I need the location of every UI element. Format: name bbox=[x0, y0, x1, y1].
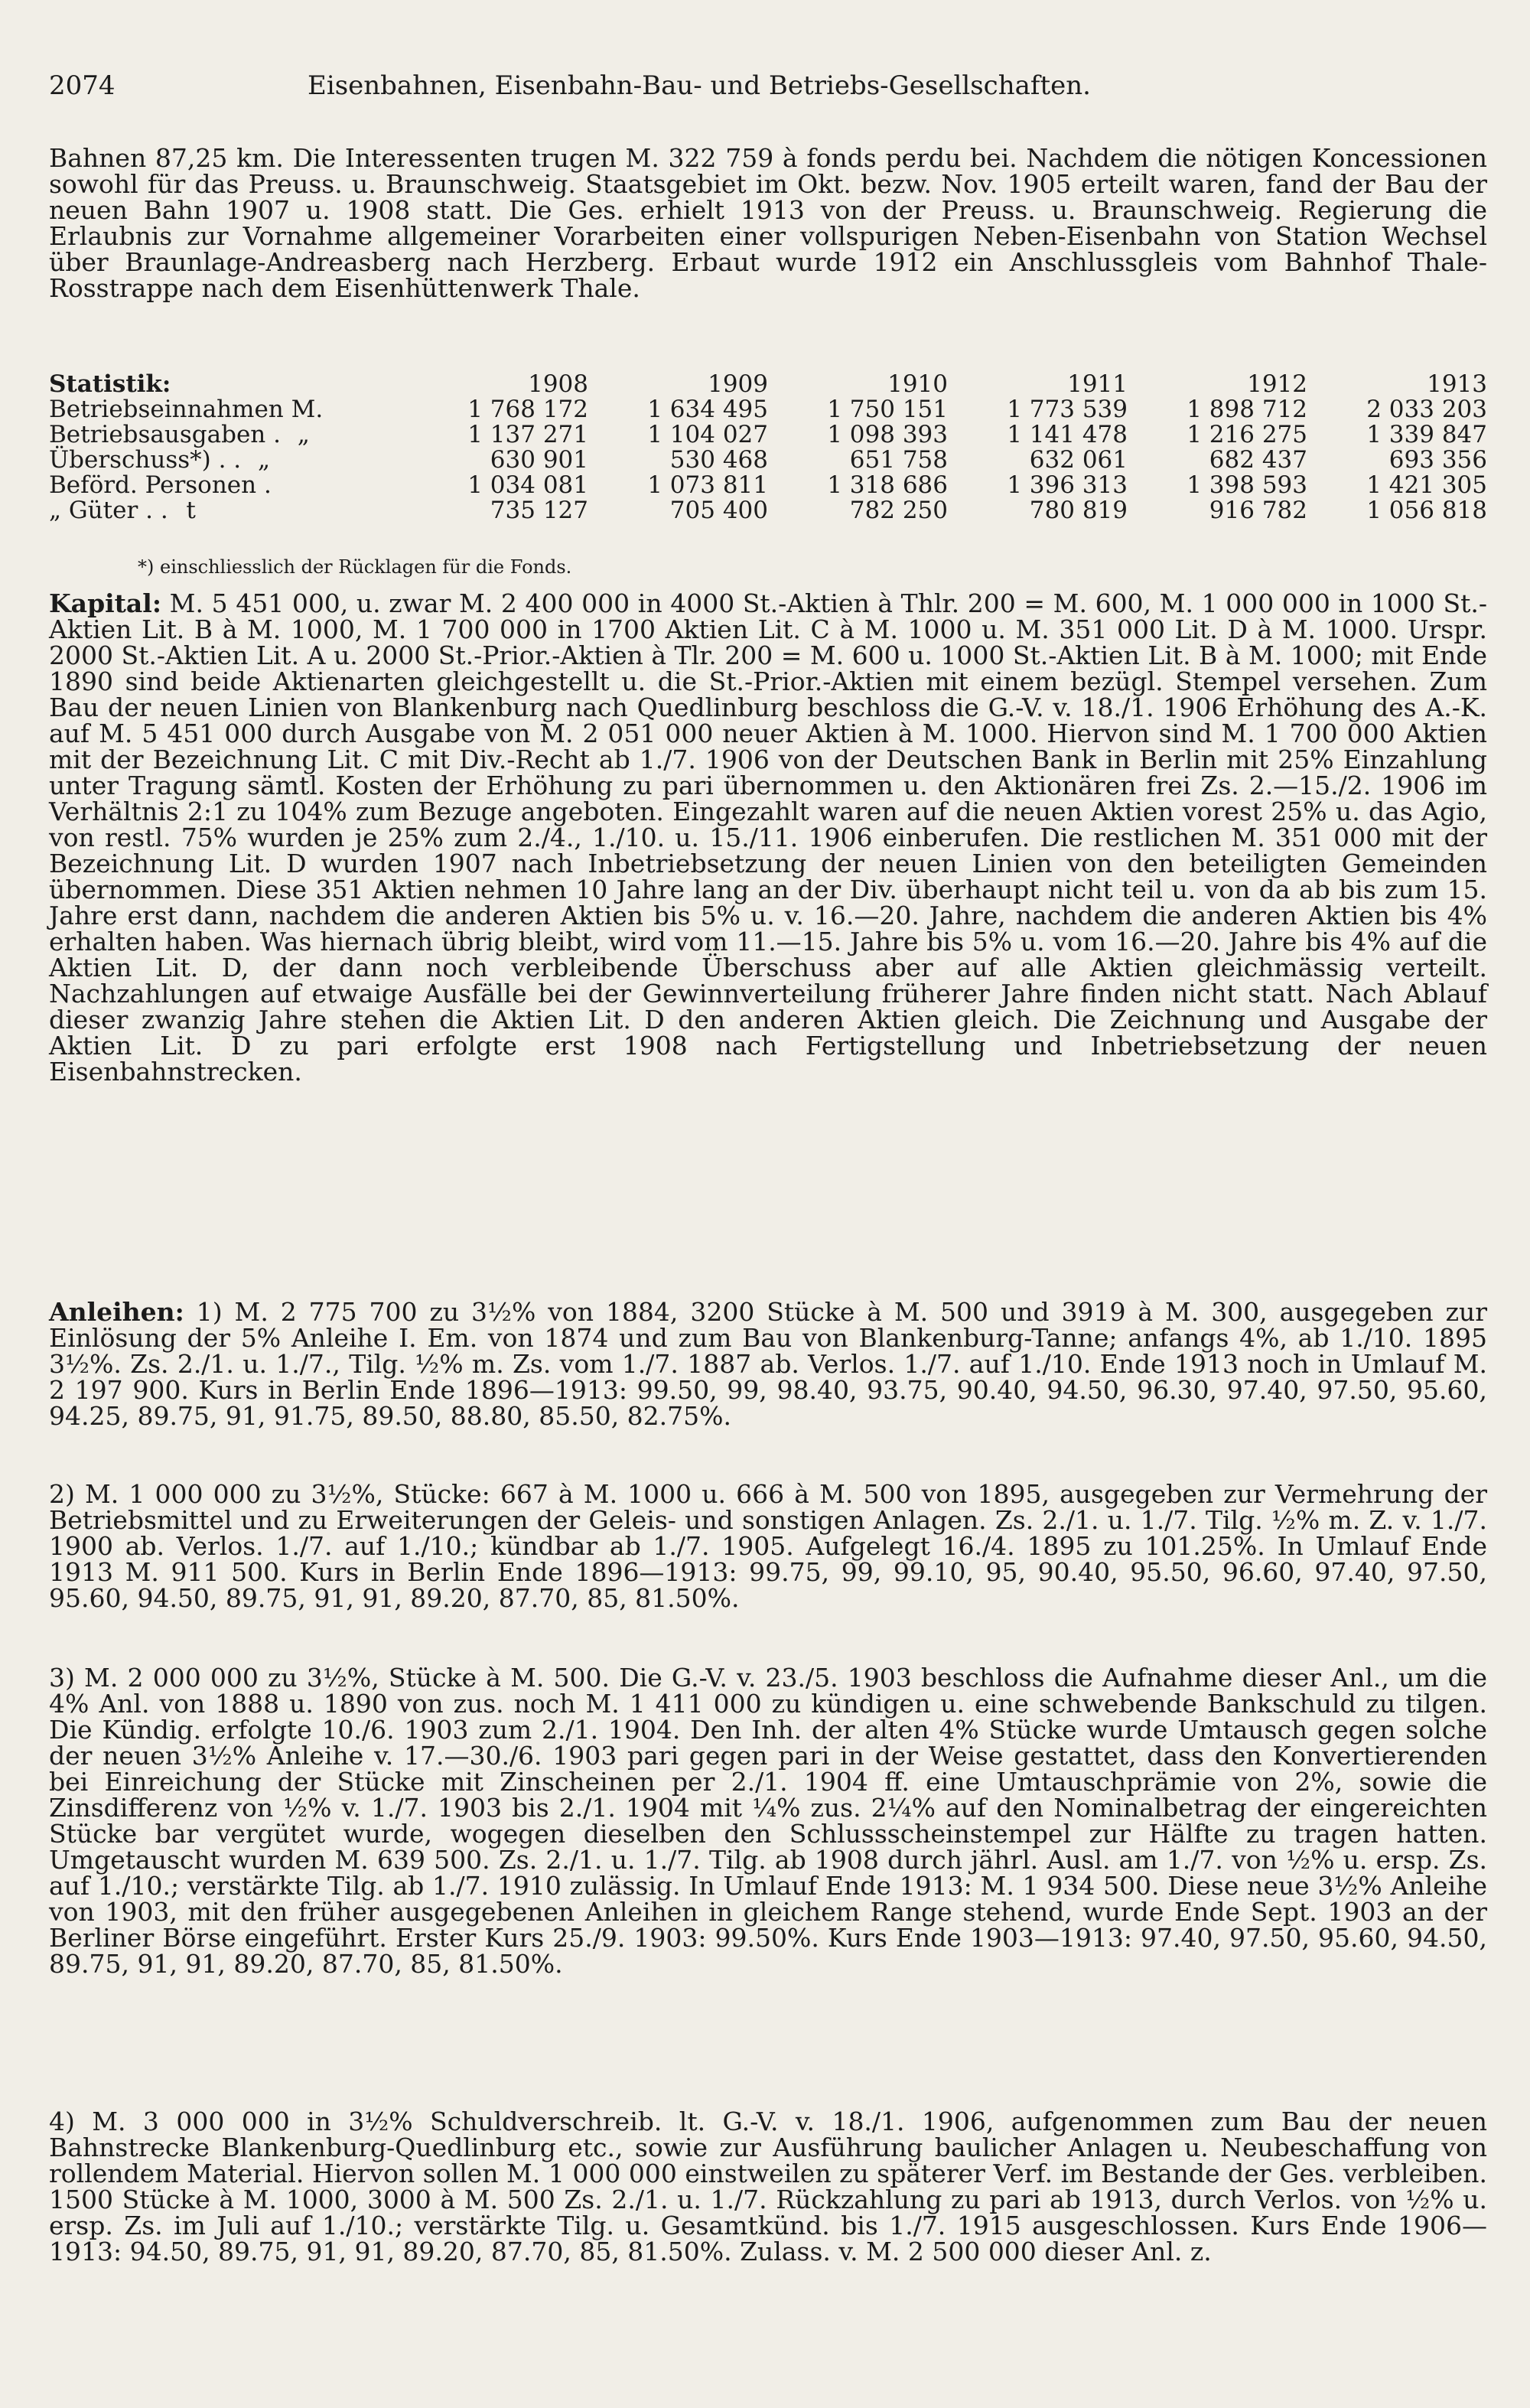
table-cell: 1 750 151 bbox=[827, 396, 948, 423]
intro-paragraph: Bahnen 87,25 km. Die Interessenten trugen M. 322 759 à fonds perdu bei. Nachdem die nötigen Koncessionen sowohl für das Preuss. u. Braunschweig. Staatsgebiet im Okt. bezw. Nov. 1905 erteilt waren, fand der Bau der neuen Bahn 1907 u. 1908 statt. Die Ges. erhielt 1913 von der Preuss. u. Braunschweig. Regierung die Erlaubnis zur Vornahme allgemeiner Vorarbeiten einer vollspurigen Neben-Eisenbahn von Station Wechsel über Braunlage-Andreasberg nach Herzberg. Erbaut wurde 1912 ein Anschlussgleis vom Bahnhof Thale-Rosstrappe nach dem Eisenhüttenwerk Thale. bbox=[49, 143, 1487, 303]
table-cell: 1 339 847 bbox=[1366, 421, 1487, 448]
row-label-text: „ Güter . . bbox=[49, 497, 168, 524]
year-header: 1909 bbox=[708, 370, 768, 398]
table-cell: 1 073 811 bbox=[647, 471, 768, 499]
year-header: 1910 bbox=[887, 370, 948, 398]
table-row bbox=[49, 422, 1487, 448]
anleihen-label: Anleihen: bbox=[49, 1297, 184, 1327]
table-cell: 1 398 593 bbox=[1187, 471, 1307, 499]
statistics-table bbox=[49, 372, 1487, 523]
row-label bbox=[49, 448, 409, 473]
page-number: 2074 bbox=[49, 70, 116, 101]
table-cell: 735 127 bbox=[490, 497, 588, 524]
table-cell: 632 061 bbox=[1029, 446, 1128, 474]
table-cell: 1 634 495 bbox=[647, 396, 768, 423]
anleihe-1-paragraph bbox=[49, 1299, 1487, 1429]
table-cell: 651 758 bbox=[849, 446, 948, 474]
table-cell: 705 400 bbox=[669, 497, 768, 524]
table-cell: 916 782 bbox=[1209, 497, 1307, 524]
row-label bbox=[49, 397, 409, 422]
table-cell: 693 356 bbox=[1388, 446, 1487, 474]
anleihe-2-paragraph: 2) M. 1 000 000 zu 3½%, Stücke: 667 à M. 1000 u. 666 à M. 500 von 1895, ausgegeben zur Vermehrung der Betriebsmittel und zu Erweiterungen der Geleis- und sonstigen Anlagen. Zs. 2./1. u. 1./7. Tilg. ½% m. Z. v. 1./7. 1900 ab. Verlos. 1./7. auf 1./10.; kündbar ab 1./7. 1905. Aufgelegt 16./4. 1895 zu 101.25%. In Umlauf Ende 1913 M. 911 500. Kurs in Berlin Ende 1896—1913: 99.75, 99, 99.10, 95, 90.40, 95.50, 96.60, 97.40, 97.50, 95.60, 94.50, 89.75, 91, 91, 89.20, 87.70, 85, 81.50%. bbox=[49, 1479, 1487, 1613]
table-cell: 782 250 bbox=[849, 497, 948, 524]
year-header: 1911 bbox=[1067, 370, 1128, 398]
row-label bbox=[49, 473, 409, 498]
row-label bbox=[49, 422, 409, 448]
table-cell: 530 468 bbox=[669, 446, 768, 474]
table-cell: 1 056 818 bbox=[1366, 497, 1487, 524]
anleihe-4-paragraph: 4) M. 3 000 000 in 3½% Schuldverschreib. lt. G.-V. v. 18./1. 1906, aufgenommen zum Bau der neuen Bahnstrecke Blankenburg-Quedlinburg etc., sowie zur Ausführung baulicher Anlagen u. Neubeschaffung von rollendem Material. Hiervon sollen M. 1 000 000 einstweilen zu späterer Verf. im Bestande der Ges. verbleiben. 1500 Stücke à M. 1000, 3000 à M. 500 Zs. 2./1. u. 1./7. Rückzahlung zu pari ab 1913, durch Verlos. von ½% u. ersp. Zs. im Juli auf 1./10.; verstärkte Tilg. u. Gesamtkünd. bis 1./7. 1915 ausgeschlossen. Kurs Ende 1906—1913: 94.50, 89.75, 91, 91, 89.20, 87.70, 85, 81.50%. Zulass. v. M. 2 500 000 dieser Anl. z. bbox=[49, 2107, 1487, 2266]
statistics-label: Statistik: bbox=[49, 370, 171, 398]
table-cell: 1 768 172 bbox=[467, 396, 588, 423]
table-cell: 1 098 393 bbox=[827, 421, 948, 448]
table-cell: 1 773 539 bbox=[1007, 396, 1128, 423]
table-cell: 630 901 bbox=[490, 446, 588, 474]
table-row bbox=[49, 448, 1487, 473]
table-cell: 1 137 271 bbox=[467, 421, 588, 448]
row-label-text: Betriebsausgaben . bbox=[49, 421, 281, 448]
table-cell: 2 033 203 bbox=[1366, 396, 1487, 423]
row-label-text: Beförd. Personen . bbox=[49, 471, 272, 499]
running-title: Eisenbahnen, Eisenbahn-Bau- und Betriebs-Gesellschaften. bbox=[308, 70, 1091, 101]
table-cell: 780 819 bbox=[1029, 497, 1128, 524]
statistics-footnote: *) einschliesslich der Rücklagen für die Fonds. bbox=[138, 556, 572, 578]
table-cell: 1 421 305 bbox=[1366, 471, 1487, 499]
kapital-text: M. 5 451 000, u. zwar M. 2 400 000 in 4000 St.-Aktien à Thlr. 200 = M. 600, M. 1 000 000 in 1000 St.-Aktien Lit. B à M. 1000, M. 1 700 000 in 1700 Aktien Lit. C à M. 1000 u. M. 351 000 Lit. D à M. 1000. Urspr. 2000 St.-Aktien Lit. A u. 2000 St.-Prior.-Aktien à Tlr. 200 = M. 600 u. 1000 St.-Aktien Lit. B à M. 1000; mit Ende 1890 sind beide Aktienarten gleichgestellt u. die St.-Prior.-Aktien mit einem bezügl. Stempel versehen. Zum Bau der neuen Linien von Blankenburg nach Quedlinburg beschloss die G.-V. v. 18./1. 1906 Erhöhung des A.-K. auf M. 5 451 000 durch Ausgabe von M. 2 051 000 neuer Aktien à M. 1000. Hiervon sind M. 1 700 000 Aktien mit der Bezeichnung Lit. C mit Div.-Recht ab 1./7. 1906 von der Deutschen Bank in Berlin mit 25% Einzahlung unter Tragung sämtl. Kosten der Erhöhung zu pari übernommen u. den Aktionären frei Zs. 2.—15./2. 1906 im Verhältnis 2:1 zu 104% zum Bezuge angeboten. Eingezahlt waren auf die neuen Aktien vorest 25% u. das Agio, von restl. 75% wurden je 25% zum 2./4., 1./10. u. 15./11. 1906 einberufen. Die restlichen M. 351 000 mit der Bezeichnung Lit. D wurden 1907 nach Inbetriebsetzung der neuen Linien von den beteiligten Gemeinden übernommen. Diese 351 Aktien nehmen 10 Jahre lang an der Div. überhaupt nicht teil u. von da ab bis zum 15. Jahre erst dann, nachdem die anderen Aktien bis 5% u. v. 16.—20. Jahre, nachdem die anderen Aktien bis 4% erhalten haben. Was hiernach übrig bleibt, wird vom 11.—15. Jahre bis 5% u. vom 16.—20. Jahre bis 4% auf die Aktien Lit. D, der dann noch verbleibende Überschuss aber auf alle Aktien gleichmässig verteilt. Nachzahlungen auf etwaige Ausfälle bei der Gewinnverteilung früherer Jahre finden nicht statt. Nach Ablauf dieser zwanzig Jahre stehen die Aktien Lit. D den anderen Aktien gleich. Die Zeichnung und Ausgabe der Aktien Lit. D zu pari erfolgte erst 1908 nach Fertigstellung und Inbetriebsetzung der neuen Eisenbahnstrecken. bbox=[49, 588, 1487, 1087]
page-header bbox=[49, 63, 1487, 109]
row-unit: t bbox=[186, 497, 196, 524]
row-label bbox=[49, 498, 409, 523]
year-header: 1908 bbox=[528, 370, 588, 398]
anleihe-1-text: 1) M. 2 775 700 zu 3½% von 1884, 3200 Stücke à M. 500 und 3919 à M. 300, ausgegeben zur Einlösung der 5% Anleihe I. Em. von 1874 und zum Bau von Blankenburg-Tanne; anfangs 4%, ab 1./10. 1895 3½%. Zs. 2./1. u. 1./7., Tilg. ½% m. Zs. vom 1./7. 1887 ab. Verlos. 1./7. auf 1./10. Ende 1913 noch in Umlauf M. 2 197 900. Kurs in Berlin Ende 1896—1913: 99.50, 99, 98.40, 93.75, 90.40, 94.50, 96.30, 97.40, 97.50, 95.60, 94.25, 89.75, 91, 91.75, 89.50, 88.80, 85.50, 82.75%. bbox=[49, 1297, 1487, 1431]
row-unit: „ bbox=[297, 421, 310, 448]
table-cell: 1 104 027 bbox=[647, 421, 768, 448]
table-row bbox=[49, 498, 1487, 523]
table-cell: 1 898 712 bbox=[1187, 396, 1307, 423]
table-cell: 1 034 081 bbox=[467, 471, 588, 499]
anleihe-3-paragraph: 3) M. 2 000 000 zu 3½%, Stücke à M. 500. Die G.-V. v. 23./5. 1903 beschloss die Aufnahme dieser Anl., um die 4% Anl. von 1888 u. 1890 von zus. noch M. 1 411 000 zu kündigen u. eine schwebende Bankschuld zu tilgen. Die Kündig. erfolgte 10./6. 1903 zum 2./1. 1904. Den Inh. der alten 4% Stücke wurde Umtausch gegen solche der neuen 3½% Anleihe v. 17.—30./6. 1903 pari gegen pari in der Weise gestattet, dass den Konvertierenden bei Einreichung der Stücke mit Zinscheinen per 2./1. 1904 ff. eine Umtauschprämie von 2%, sowie die Zinsdifferenz von ½% v. 1./7. 1903 bis 2./1. 1904 mit ¼% zus. 2¼% auf den Nominalbetrag der eingereichten Stücke bar vergütet wurde, wogegen dieselben den Schlussscheinstempel zur Hälfte zu tragen hatten. Umgetauscht wurden M. 639 500. Zs. 2./1. u. 1./7. Tilg. ab 1908 durch jährl. Ausl. am 1./7. von ½% u. ersp. Zs. auf 1./10.; verstärkte Tilg. ab 1./7. 1910 zulässig. In Umlauf Ende 1913: M. 1 934 500. Diese neue 3½% Anleihe von 1903, mit den früher ausgegebenen Anleihen in gleichem Range stehend, wurde Ende Sept. 1903 an der Berliner Börse eingeführt. Erster Kurs 25./9. 1903: 99.50%. Kurs Ende 1903—1913: 97.40, 97.50, 95.60, 94.50, 89.75, 91, 91, 89.20, 87.70, 85, 81.50%. bbox=[49, 1663, 1487, 1979]
table-cell: 1 216 275 bbox=[1187, 421, 1307, 448]
row-unit: M. bbox=[291, 396, 324, 423]
year-header: 1912 bbox=[1247, 370, 1307, 398]
kapital-paragraph bbox=[49, 588, 1487, 1087]
statistics-header-row bbox=[49, 372, 1487, 397]
table-cell: 1 396 313 bbox=[1007, 471, 1128, 499]
table-row bbox=[49, 397, 1487, 422]
row-label-text: Überschuss*) . . bbox=[49, 446, 242, 474]
table-cell: 1 141 478 bbox=[1007, 421, 1128, 448]
row-label-text: Betriebseinnahmen bbox=[49, 396, 284, 423]
kapital-label: Kapital: bbox=[49, 588, 162, 618]
table-cell: 1 318 686 bbox=[827, 471, 948, 499]
table-cell: 682 437 bbox=[1209, 446, 1307, 474]
year-header: 1913 bbox=[1427, 370, 1487, 398]
row-unit: „ bbox=[258, 446, 271, 474]
table-row bbox=[49, 473, 1487, 498]
